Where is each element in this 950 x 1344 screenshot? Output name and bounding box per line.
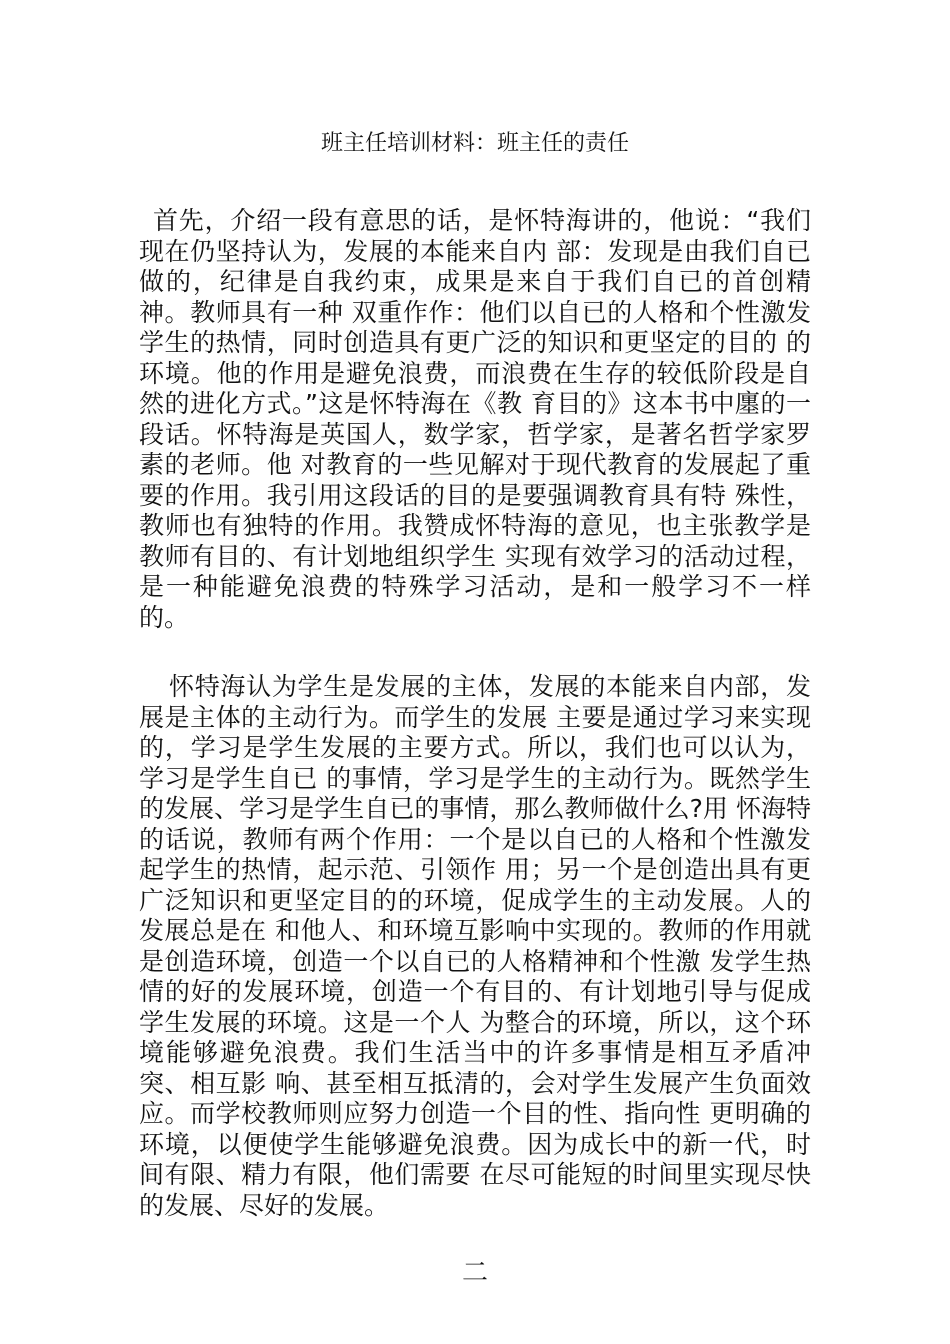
paragraph-2: 怀特海认为学生是发展的主体，发展的本能来自内部，发展是主体的主动行为。而学生的发展 主要是通过学习来实现的，学习是学生发展的主要方式。所以，我们也可以认为，学习是学生自已 的事情，学习是学生的主动行为。既然学生的发展、学习是学生自已的事情，那么教师做什么?用 怀海特的话说，教师有两个作用：一个是以自已的人格和个性激发起学生的热情，起示范、引领作 用；另一个是创造出具有更广泛知识和更坚定目的的环境，促成学生的主动发展。人的发展总是在 和他人、和环境互影响中实现的。教师的作用就是创造环境，创造一个以自已的人格精神和个性激 发学生热情的好的发展环境，创造一个有目的、有计划地引导与促成学生发展的环境。这是一个人 为整合的环境，所以，这个环境能够避免浪费。我们生活当中的许多事情是相互矛盾冲突、相互影 响、甚至相互抵清的，会对学生发展产生负面效应。而学校教师则应努力创造一个目的性、指向性 更明确的环境，以便使学生能够避免浪费。因为成长中的新一代，时间有限、精力有限，他们需要 在尽可能短的时间里实现尽快的发展、尽好的发展。 <box>139 672 811 1220</box>
section-number-marker: 二 <box>461 1258 488 1288</box>
document-title: 班主任培训材料：班主任的责任 <box>320 131 629 156</box>
paragraph-1: 首先，介绍一段有意思的话，是怀特海讲的，他说：“我们现在仍坚持认为，发展的本能来自内 部：发现是由我们自已做的，纪律是自我约束，成果是来自于我们自已的首创精神。教师具有一种 双重作作：他们以自已的人格和个性激发学生的热情，同时创造具有更广泛的知识和更坚定的目的 的环境。他的作用是避免浪费，而浪费在生存的较低阶段是自然的进化方式。”这是怀特海在《教 育目的》这本书中廛的一段话。怀特海是英国人，数学家，哲学家，是著名哲学家罗素的老师。他 对教育的一些见解对于现代教育的发展起了重要的作用。我引用这段话的目的是要强调教育具有特 殊性，教师也有独特的作用。我赞成怀特海的意见，也主张教学是教师有目的、有计划地组织学生 实现有效学习的活动过程，是一种能避免浪费的特殊学习活动，是和一般学习不一样的。 <box>139 206 811 632</box>
